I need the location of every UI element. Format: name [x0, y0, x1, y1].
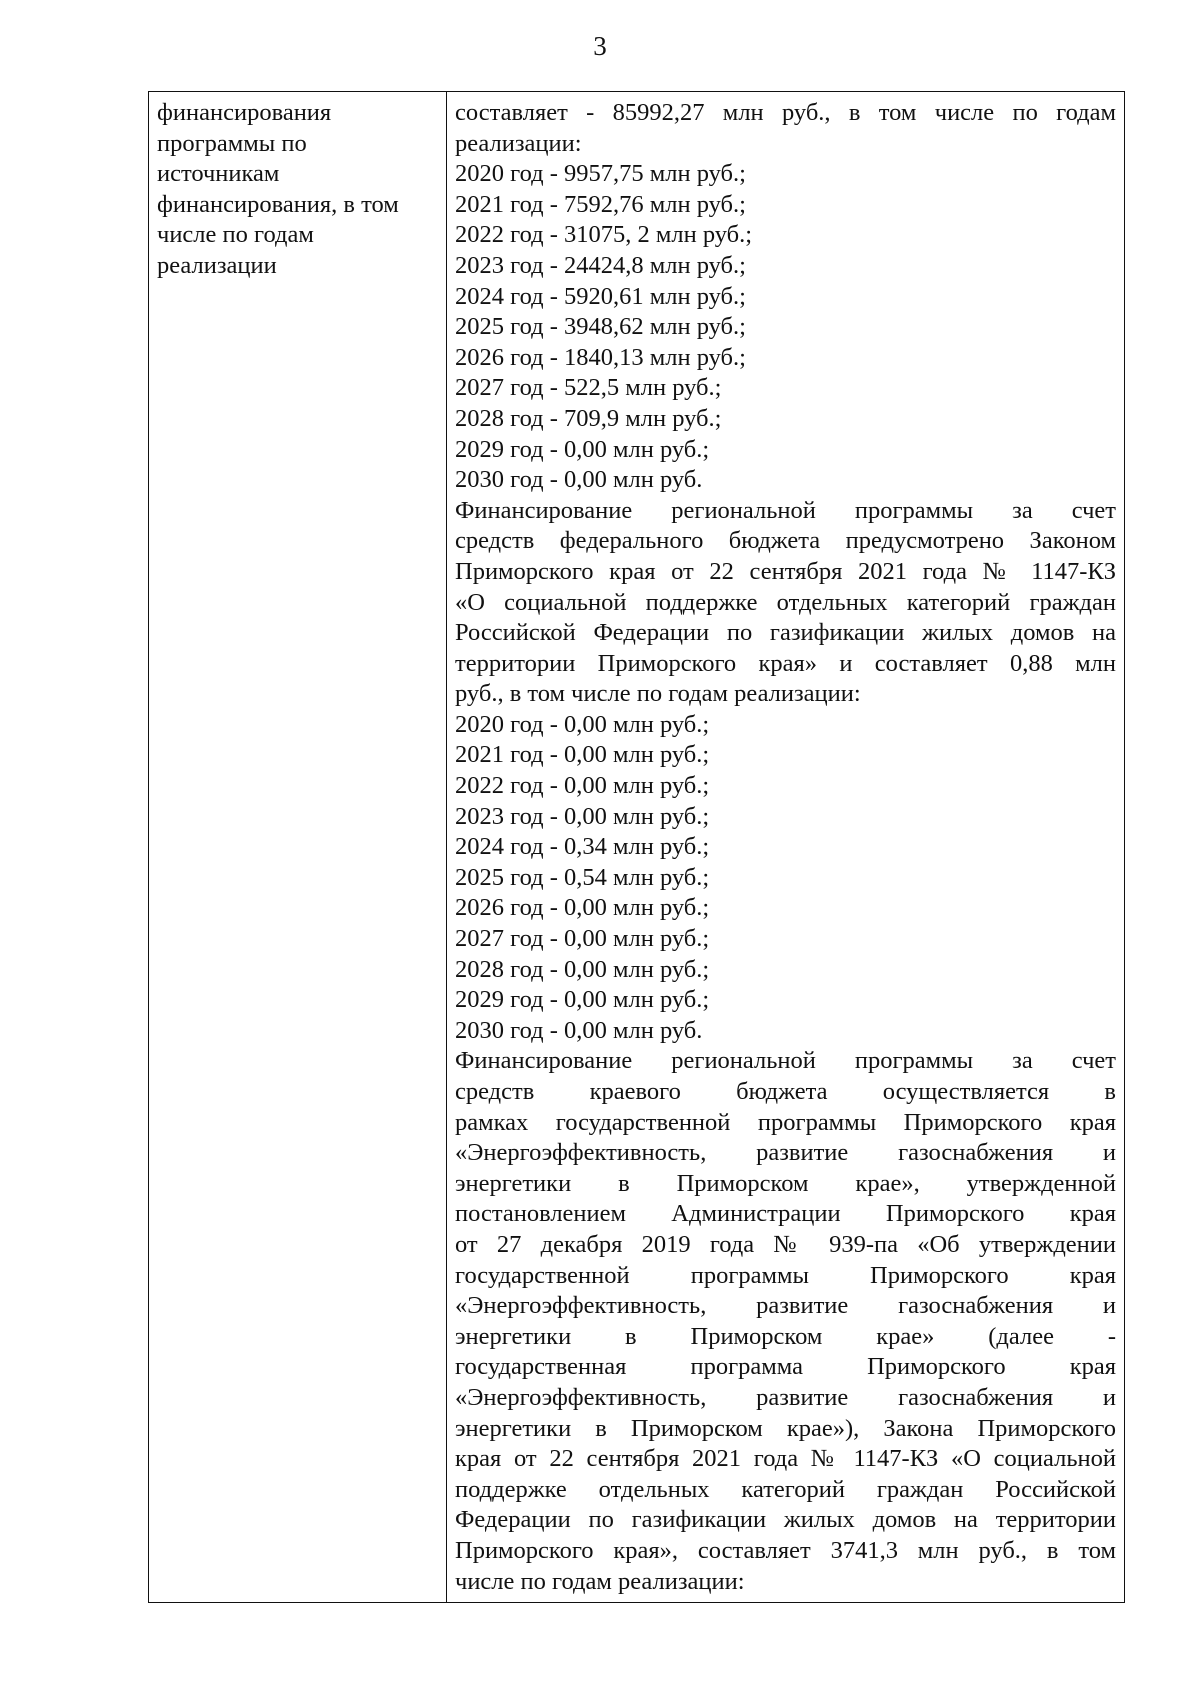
- federal-line: территории Приморского края» и составляет 0,88 млн: [455, 649, 1116, 677]
- regional-line: рамках государственной программы Приморского края: [455, 1108, 1116, 1136]
- federal-year-line: 2021 год - 0,00 млн руб.;: [455, 741, 710, 769]
- federal-year-line: 2026 год - 0,00 млн руб.;: [455, 894, 710, 922]
- intro-line: реализации:: [455, 129, 582, 157]
- regional-line: государственной программы Приморского края: [455, 1261, 1116, 1289]
- regional-line: Федерации по газификации жилых домов на территории: [455, 1506, 1116, 1534]
- label-line: реализации: [157, 251, 277, 279]
- total-year-line: 2027 год - 522,5 млн руб.;: [455, 374, 722, 402]
- regional-line: энергетики в Приморском крае», утвержденной: [455, 1169, 1116, 1197]
- label-line: программы по: [157, 129, 307, 157]
- regional-line: края от 22 сентября 2021 года № 1147-КЗ «О социальной: [455, 1445, 1116, 1473]
- regional-line: энергетики в Приморском крае»), Закона Приморского: [455, 1414, 1116, 1442]
- funding-table: [148, 91, 1125, 1603]
- regional-line: «Энергоэффективность, развитие газоснабжения и: [455, 1139, 1116, 1167]
- total-year-line: 2030 год - 0,00 млн руб.: [455, 466, 703, 494]
- label-line: числе по годам: [157, 221, 314, 249]
- federal-line: Приморского края от 22 сентября 2021 года № 1147-КЗ: [455, 557, 1116, 585]
- federal-year-line: 2025 год - 0,54 млн руб.;: [455, 863, 710, 891]
- regional-line: энергетики в Приморском крае» (далее -: [455, 1322, 1116, 1350]
- page-number: 3: [593, 31, 607, 61]
- federal-year-line: 2024 год - 0,34 млн руб.;: [455, 833, 710, 861]
- total-year-line: 2024 год - 5920,61 млн руб.;: [455, 282, 746, 310]
- total-year-line: 2023 год - 24424,8 млн руб.;: [455, 251, 746, 279]
- regional-line: Финансирование региональной программы за счет: [455, 1047, 1116, 1075]
- federal-year-line: 2020 год - 0,00 млн руб.;: [455, 710, 710, 738]
- intro-line: составляет - 85992,27 млн руб., в том числе по годам: [455, 99, 1116, 126]
- total-year-line: 2020 год - 9957,75 млн руб.;: [455, 160, 746, 188]
- table-row: [149, 92, 1125, 1603]
- total-year-line: 2028 год - 709,9 млн руб.;: [455, 404, 722, 432]
- right-cell-content: [447, 92, 1125, 1603]
- regional-line: от 27 декабря 2019 года № 939-па «Об утверждении: [455, 1230, 1116, 1258]
- federal-line: Российской Федерации по газификации жилых домов на: [455, 619, 1116, 647]
- regional-line: Приморского края», составляет 3741,3 млн руб., в том: [455, 1536, 1116, 1564]
- label-line: финансирования, в том: [157, 190, 399, 218]
- label-line: источникам: [157, 160, 280, 188]
- federal-year-line: 2030 год - 0,00 млн руб.: [455, 1016, 703, 1044]
- total-year-line: 2026 год - 1840,13 млн руб.;: [455, 343, 746, 371]
- federal-year-line: 2027 год - 0,00 млн руб.;: [455, 925, 710, 953]
- total-year-line: 2029 год - 0,00 млн руб.;: [455, 435, 710, 463]
- federal-year-line: 2023 год - 0,00 млн руб.;: [455, 802, 710, 830]
- federal-line: Финансирование региональной программы за счет: [455, 496, 1116, 524]
- regional-line: поддержке отдельных категорий граждан Российской: [455, 1475, 1116, 1503]
- regional-line: государственная программа Приморского края: [455, 1353, 1116, 1381]
- regional-line: числе по годам реализации:: [455, 1567, 745, 1595]
- federal-line: средств федерального бюджета предусмотрено Законом: [455, 527, 1116, 555]
- total-year-line: 2022 год - 31075, 2 млн руб.;: [455, 221, 753, 249]
- federal-year-line: 2028 год - 0,00 млн руб.;: [455, 955, 710, 983]
- left-cell-label: [149, 92, 447, 1603]
- federal-year-line: 2029 год - 0,00 млн руб.;: [455, 986, 710, 1014]
- federal-line: «О социальной поддержке отдельных категорий граждан: [455, 588, 1116, 616]
- total-year-line: 2021 год - 7592,76 млн руб.;: [455, 190, 746, 218]
- total-year-line: 2025 год - 3948,62 млн руб.;: [455, 313, 746, 341]
- regional-line: средств краевого бюджета осуществляется в: [455, 1078, 1116, 1105]
- regional-line: «Энергоэффективность, развитие газоснабжения и: [455, 1383, 1116, 1411]
- regional-line: «Энергоэффективность, развитие газоснабжения и: [455, 1292, 1116, 1320]
- federal-line: руб., в том числе по годам реализации:: [455, 680, 861, 708]
- federal-year-line: 2022 год - 0,00 млн руб.;: [455, 772, 710, 800]
- label-line: финансирования: [157, 99, 332, 126]
- regional-line: постановлением Администрации Приморского края: [455, 1200, 1116, 1228]
